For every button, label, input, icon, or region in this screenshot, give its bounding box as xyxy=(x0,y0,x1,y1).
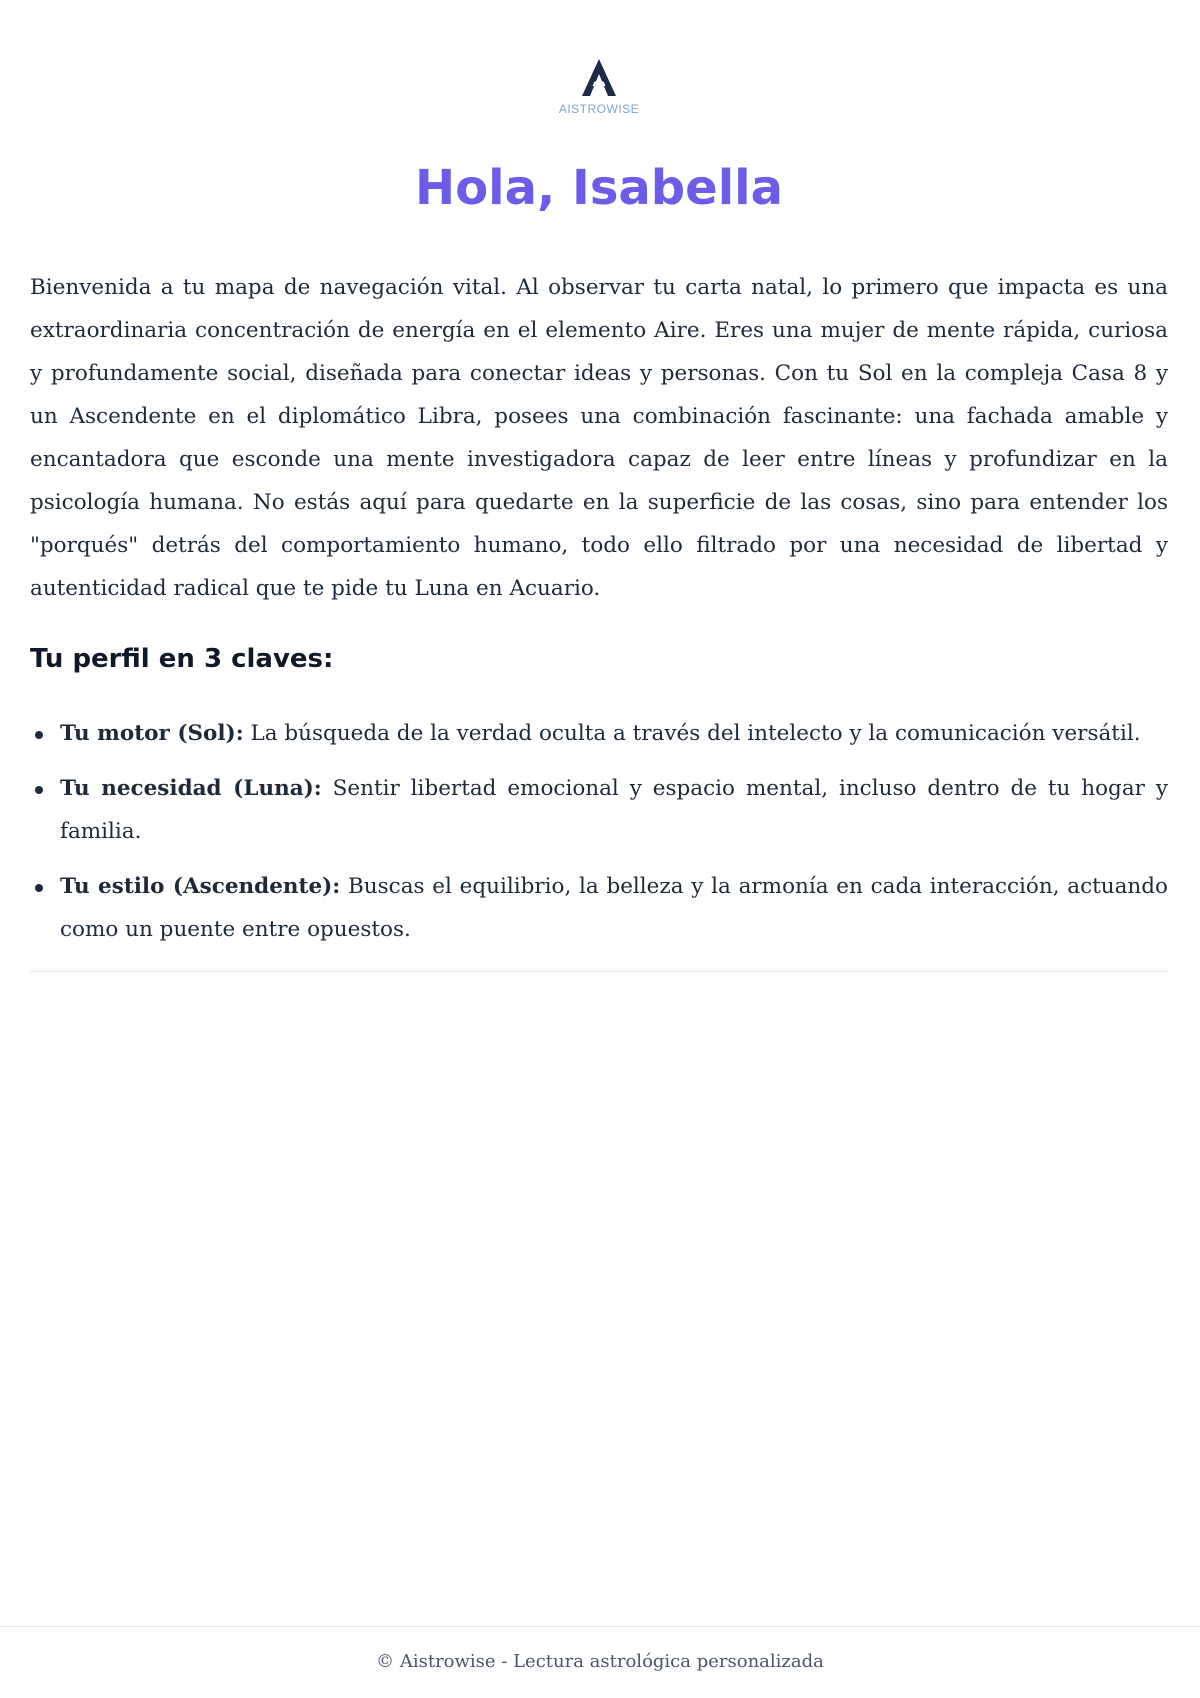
list-item xyxy=(30,767,1168,853)
profile-section-title: Tu perfil en 3 claves: xyxy=(30,644,334,674)
footer-text: © Aistrowise - Lectura astrológica personalizada xyxy=(376,1651,824,1672)
intro-paragraph: Bienvenida a tu mapa de navegación vital. Al observar tu carta natal, lo primero que impacta es una extraordinaria concentración de energía en el elemento Aire. Eres una mujer de mente rápida, curiosa y profundamente social, diseñada para conectar ideas y personas. Con tu Sol en la compleja Casa 8 y un Ascendente en el diplomático Libra, posees una combinación fascinante: una fachada amable y encantadora que esconde una mente investigadora capaz de leer entre líneas y profundizar en la psicología humana. No estás aquí para quedarte en la superficie de las cosas, sino para entender los "porqués" detrás del comportamiento humano, todo ello filtrado por una necesidad de libertad y autenticidad radical que te pide tu Luna en Acuario. xyxy=(30,275,1168,601)
key-label: Tu necesidad (Luna): xyxy=(60,776,322,801)
page-footer xyxy=(0,1626,1200,1698)
list-item xyxy=(30,712,1168,755)
aistrowise-a-logo-icon xyxy=(577,56,621,100)
profile-key-list xyxy=(30,712,1168,963)
key-text: Buscas el equilibrio, la belleza y la armonía en cada interacción, actuando como un puente entre opuestos. xyxy=(60,874,1168,942)
key-label: Tu motor (Sol): xyxy=(60,721,244,746)
key-text: Sentir libertad emocional y espacio mental, incluso dentro de tu hogar y familia. xyxy=(60,776,1168,844)
key-text: La búsqueda de la verdad oculta a través del intelecto y la comunicación versátil. xyxy=(250,721,1141,746)
page-title: Hola, Isabella xyxy=(415,160,783,216)
brand-logo xyxy=(30,56,1168,116)
key-label: Tu estilo (Ascendente): xyxy=(60,874,341,899)
section-divider xyxy=(30,971,1168,972)
list-item xyxy=(30,865,1168,951)
brand-wordmark: AISTROWISE xyxy=(558,102,640,116)
